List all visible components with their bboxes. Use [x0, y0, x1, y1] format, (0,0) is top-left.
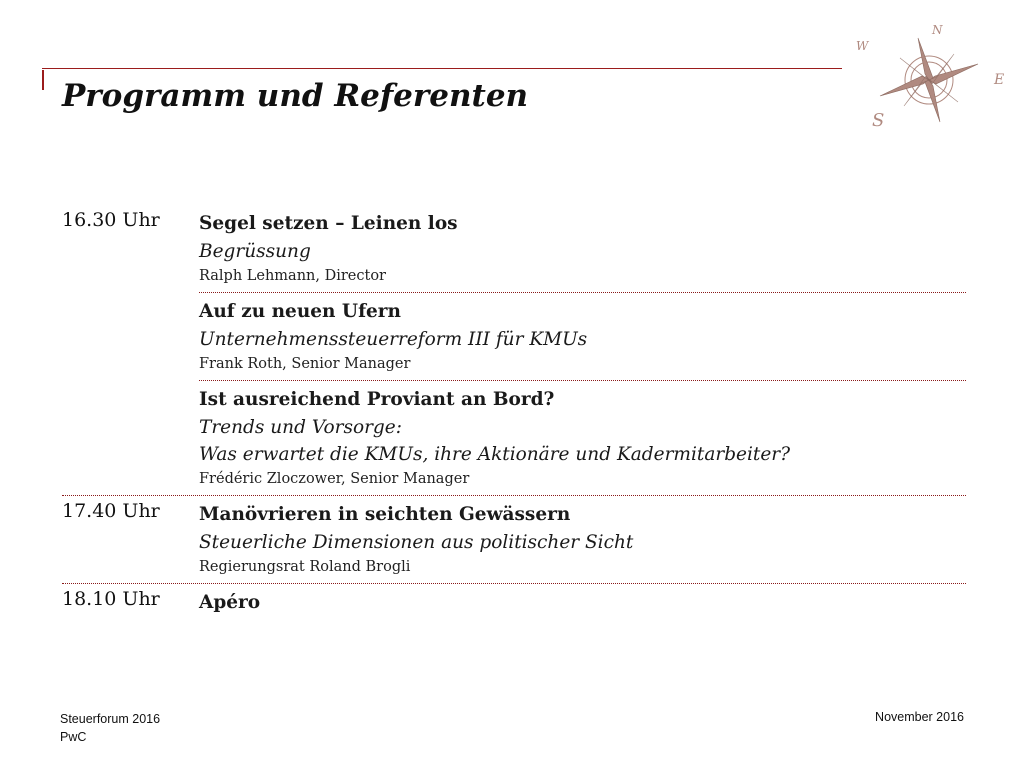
agenda-item-subtitle: Trends und Vorsorge:	[199, 417, 402, 438]
agenda-item-subtitle: Steuerliche Dimensionen aus politischer Sicht	[199, 532, 634, 553]
agenda-item-subtitle: Begrüssung	[199, 241, 311, 262]
header-rule	[42, 68, 842, 69]
agenda-time: 17.40 Uhr	[62, 500, 160, 522]
agenda-item-subtitle: Unternehmenssteuerreform III für KMUs	[199, 329, 588, 350]
compass-letter-south: S	[872, 110, 885, 131]
agenda-block	[62, 584, 966, 622]
agenda-item	[199, 496, 966, 583]
agenda-item	[199, 584, 966, 622]
compass-letter-north: N	[932, 24, 943, 37]
compass-rose-icon	[848, 24, 1010, 132]
agenda-item-title: Ist ausreichend Proviant an Bord?	[199, 389, 555, 410]
agenda-item-speaker: Regierungsrat Roland Brogli	[199, 559, 411, 575]
agenda-item-subtitle: Was erwartet die KMUs, ihre Aktionäre und Kadermitarbeiter?	[199, 444, 791, 465]
agenda-item-title: Manövrieren in seichten Gewässern	[199, 504, 571, 525]
agenda-item-speaker: Frédéric Zloczower, Senior Manager	[199, 471, 470, 487]
agenda-item-title: Apéro	[199, 592, 261, 613]
footer-left	[60, 710, 160, 746]
agenda-item	[199, 293, 966, 380]
agenda-item-speaker: Ralph Lehmann, Director	[199, 268, 386, 284]
footer-event: Steuerforum 2016	[60, 712, 161, 726]
agenda-time: 18.10 Uhr	[62, 588, 160, 610]
footer-company: PwC	[60, 730, 87, 744]
compass-letter-west: W	[856, 39, 869, 53]
agenda-item-title: Segel setzen – Leinen los	[199, 213, 458, 234]
agenda-item	[199, 381, 966, 495]
agenda-item-title: Auf zu neuen Ufern	[199, 301, 401, 322]
agenda-time: 16.30 Uhr	[62, 209, 160, 231]
agenda-item	[199, 205, 966, 292]
agenda-block	[62, 205, 966, 495]
compass-letter-east: E	[994, 72, 1005, 88]
slide-title: Programm und Referenten	[62, 78, 529, 114]
header-corner-mark	[42, 70, 44, 90]
agenda	[62, 205, 966, 622]
agenda-block	[62, 496, 966, 583]
footer-date: November 2016	[875, 710, 964, 724]
agenda-item-speaker: Frank Roth, Senior Manager	[199, 356, 411, 372]
